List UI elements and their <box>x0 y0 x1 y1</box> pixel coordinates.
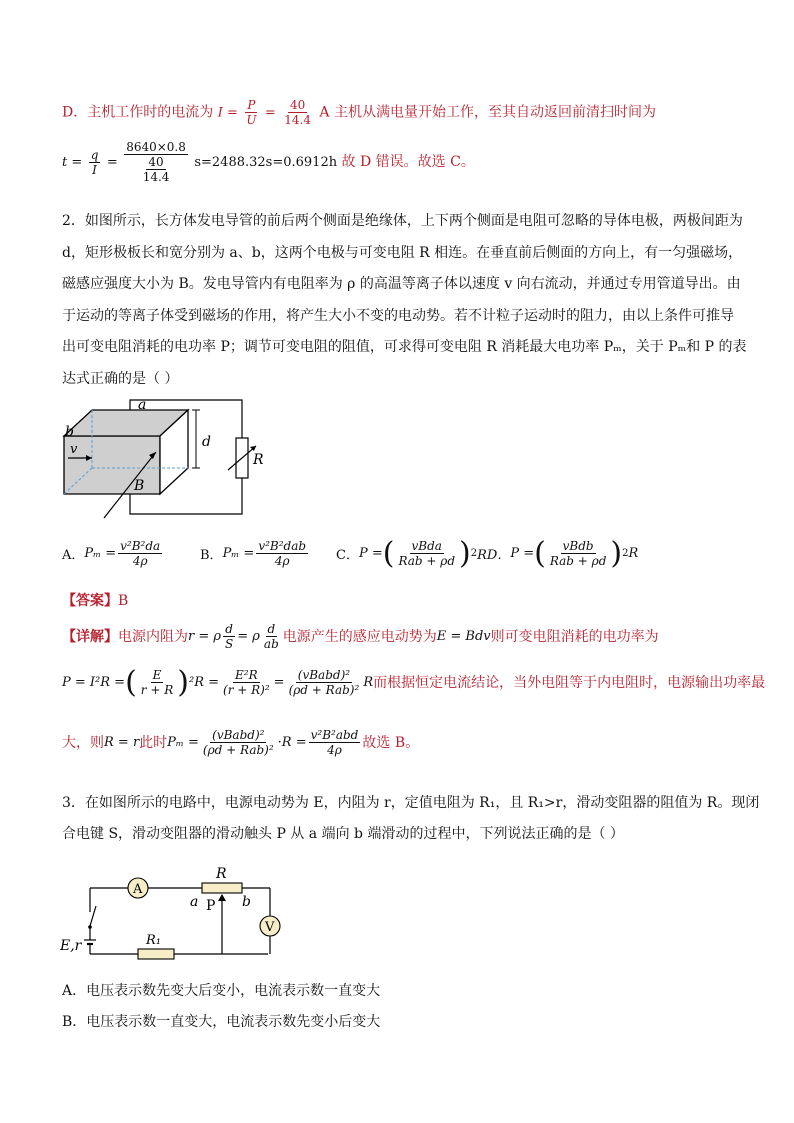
fraction-40-over-14-4: $\frac{40}{14.4}$ <box>284 98 311 127</box>
q2-detail-line-1: 【详解】 电源内阻为 r = ρ $\frac{d}{S}$ = ρ $\frac{d}{ab}$ 电源产生的感应电动势为 E = Bdv 则可变电阻消耗的电功率为 <box>62 622 659 651</box>
q2-line-2: d，矩形极板长和宽分别为 a、b，这两个电极与可变电阻 R 相连。在垂直前后侧面的方向上，有一匀强磁场， <box>62 244 743 261</box>
d-line-1: D．主机工作时的电流为 I = $\frac{P}{U}$ = $\frac{40}{14.4}$ A 主机从满电量开始工作，至其自动返回前清扫时间为 <box>62 98 656 127</box>
label-r1: R₁ <box>146 933 161 948</box>
label-slider-p: P <box>206 898 216 914</box>
q2-line-6: 达式正确的是（ ） <box>62 370 179 387</box>
fraction-clean-time: $\frac{8640\times 0.8}{\frac{40}{14.4}}$ <box>126 140 186 184</box>
q2-detail-line-2: P = I²R = ( $\frac{E}{r + R}$ ) ²R = $\frac{\text{E²R}}{\text{(r + R)²}}$ = $\frac{\text{(vBabd)²}}{\text{(ρd + Rab)²}}$ R 而根据恒定电流结论，当外电阻等于内电阻时，电源输出功率最 <box>62 664 766 700</box>
option-b[interactable]: B． Pₘ = $\frac{\text{v²B²dab}}{4\rho}$ <box>200 539 307 568</box>
label-B: B <box>134 478 145 494</box>
switch <box>90 906 96 926</box>
q3-option-b[interactable]: B．电压表示数一直变大，电流表示数先变小后变大 <box>62 1014 381 1030</box>
label-b: b <box>65 424 74 440</box>
q2-line-4: 于运动的等离子体受到磁场的作用，将产生大小不变的电动势。若不计粒子运动时的阻力，由以上条件可推导 <box>62 307 734 324</box>
option-a[interactable]: A． Pₘ = $\frac{\text{v²B²da}}{4\rho}$ <box>62 539 161 568</box>
label-R: R <box>253 452 264 468</box>
label-a: a <box>138 397 147 413</box>
generator-tube-diagram <box>60 396 280 526</box>
label-d: d <box>202 434 211 450</box>
label-end-a: a <box>190 894 199 910</box>
circuit-diagram <box>58 860 298 972</box>
label-rheostat: R <box>216 866 227 882</box>
q3-stem <box>62 788 759 850</box>
q2-line-5: 出可变电阻消耗的电功率 P；调节可变电阻的阻值，可求得可变电阻 R 消耗最大电功率 Pₘ，关于 Pₘ和 P 的表 <box>62 339 747 355</box>
label-battery: E,r <box>60 938 82 954</box>
q2-stem <box>62 206 747 395</box>
q3-line-1: 3．在如图所示的电路中，电源电动势为 E，内阻为 r，定值电阻为 R₁，且 R₁>r，滑动变阻器的阻值为 R。现闭 <box>62 795 760 811</box>
fraction-p-over-u: $\frac{P}{U}$ <box>246 98 257 127</box>
label-end-b: b <box>242 894 251 910</box>
option-c-d[interactable]: C． P = ( $\frac{\text{vBda}}{\text{Rab + ρd}}$ ) 2 RD． P = ( $\frac{\text{vBdb}}{\text{Rab + ρd}}$ ) 2 R <box>336 536 639 571</box>
q3-option-a[interactable]: A．电压表示数先变大后变小，电流表示数一直变大 <box>62 983 381 999</box>
q3-line-2: 合电键 S，滑动变阻器的滑动触头 P 从 a 端向 b 端滑动的过程中，下列说法正确的是（ ） <box>62 826 624 842</box>
q2-options <box>62 536 638 571</box>
q2-line-1: 2．如图所示，长方体发电导管的前后两个侧面是绝缘体，上下两个侧面是电阻可忽略的导体电极，两极间距为 <box>62 213 743 229</box>
q2-line-3: 磁感应强度大小为 B。发电导管内有电阻率为 ρ 的高温等离子体以速度 v 向右流动，并通过专用管道导出。由 <box>62 276 741 292</box>
label-voltmeter: V <box>265 920 275 935</box>
d-line-2: t = $\frac{q}{I}$ = $\frac{8640\times 0.8}{\frac{40}{14.4}}$ s=2488.32s=0.6912h 故 D 错误。故选 C。 <box>62 140 475 184</box>
label-ammeter: A <box>133 882 143 897</box>
label-v: v <box>70 442 78 457</box>
fraction-q-over-i: $\frac{q}{I}$ <box>90 147 99 177</box>
slide-rheostat <box>202 883 242 893</box>
q3-options <box>62 976 380 1038</box>
q2-detail-line-3: 大，则 R = r 此时 Pₘ = $\frac{\text{(vBabd)²}}{\text{(ρd + Rab)²}}$ ·R = $\frac{\text{v²B²abd}}{4\rho}$ 故选 B。 <box>62 728 420 757</box>
resistor-r1 <box>138 949 174 959</box>
q2-answer: 【答案】B <box>62 593 129 609</box>
